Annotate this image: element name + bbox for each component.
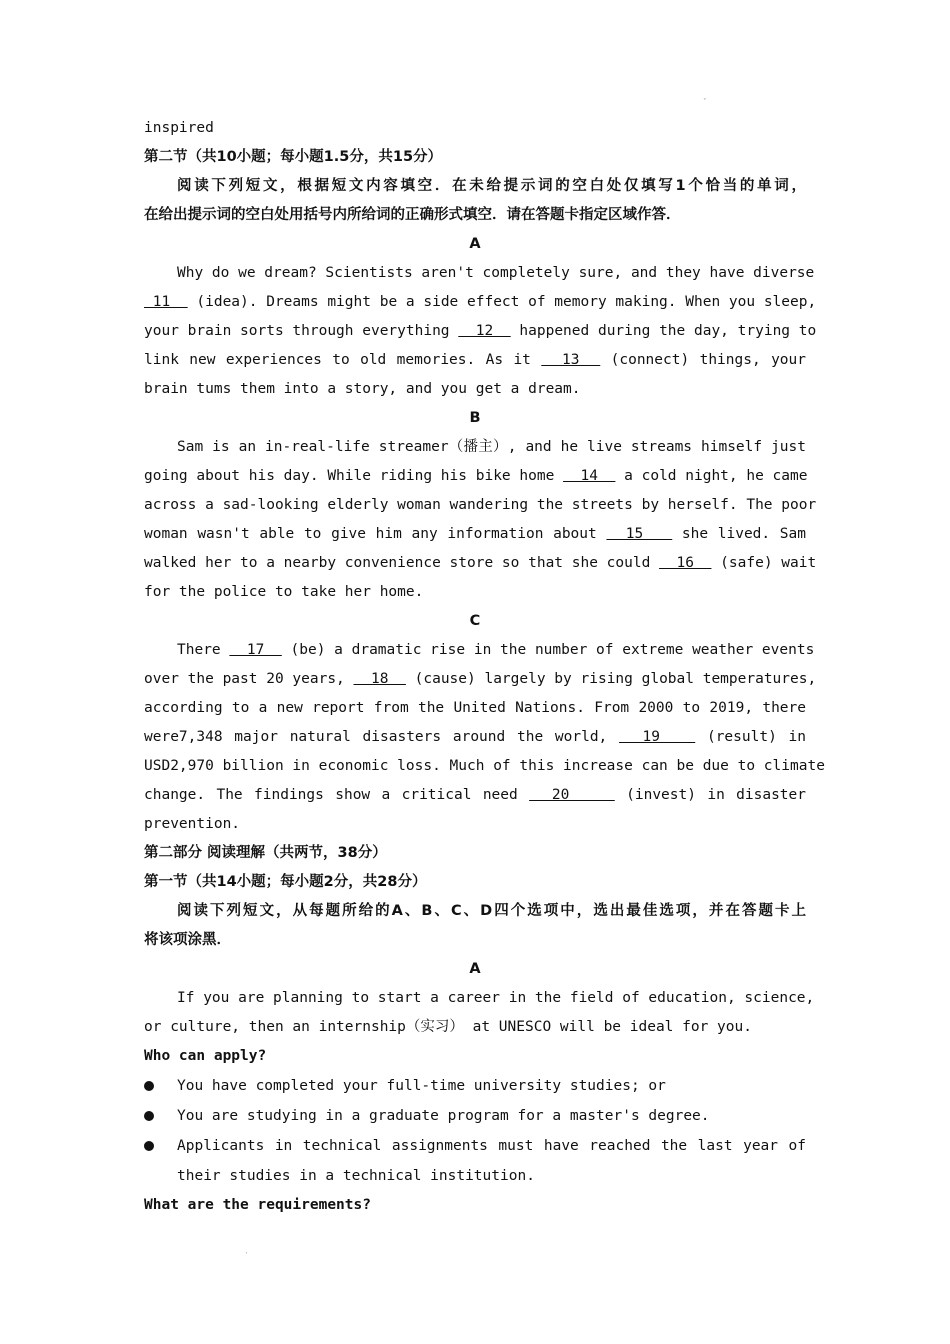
passage-c-line-2-text-b: (cause) largely by rising global temperatures, — [405, 671, 817, 687]
blank-17[interactable]: 17 — [229, 642, 282, 658]
passage-b-line-5-text-a: walked her to a nearby convenience store so that she could — [144, 555, 660, 571]
bottom-margin-mark: ˎ — [245, 1246, 249, 1254]
blank-12[interactable]: 12 — [458, 323, 511, 339]
passage-c-line-6-text-a: change. The findings show a critical need — [144, 787, 530, 803]
passage-a-line-3-text-a: your brain sorts through everything — [144, 323, 459, 339]
passage-b-line-4 — [144, 520, 806, 549]
passage-c-line-6-text-b: (invest) in disaster — [614, 787, 806, 803]
bullet-item — [144, 1101, 806, 1131]
part-2-instructions-line-1: 阅读下列短文，从每题所给的A、B、C、D四个选项中，选出最佳选项，并在答题卡上 — [177, 903, 806, 919]
passage-c-line-4-text-b: (result) in — [695, 729, 807, 745]
reading-a-label: A — [469, 961, 481, 977]
passage-a-line-3 — [144, 317, 817, 346]
passage-c-line-1-text-b: (be) a dramatic rise in the number of extreme weather events — [281, 642, 815, 658]
passage-a-line-5: brain tums them into a story, and you get a dream. — [144, 381, 581, 397]
blank-20[interactable]: 20 — [529, 787, 615, 803]
passage-c-line-4 — [144, 723, 806, 752]
bullet-item-text: Applicants in technical assignments must have reached the last year of their studies in a technical institution. — [177, 1138, 806, 1184]
passage-b-line-2 — [144, 462, 806, 491]
bullet-dot-icon — [144, 1111, 154, 1121]
passage-b-line-4-text-a: woman wasn't able to give him any information about — [144, 526, 607, 542]
passage-c-line-7: prevention. — [144, 816, 241, 832]
passage-b-line-2-text-a: going about his day. While riding his bike home — [144, 468, 564, 484]
passage-a-line-2-text: (idea). Dreams might be a side effect of memory making. When you sleep, — [187, 294, 817, 310]
passage-a-line-1: Why do we dream? Scientists aren't completely sure, and they have diverse — [177, 265, 815, 281]
section-2-heading: 第二节（共10小题；每小题1.5分，共15分） — [144, 149, 443, 165]
part-2-instructions-line-2: 将该项涂黑． — [144, 932, 231, 948]
passage-a-line-3-text-b: happened during the day, trying to — [510, 323, 817, 339]
who-can-apply-heading: Who can apply? — [144, 1048, 267, 1064]
passage-c-line-3: according to a new report from the United Nations. From 2000 to 2019, there — [144, 700, 806, 716]
top-margin-mark: ˇ — [703, 98, 707, 106]
passage-a-line-4-text-a: link new experiences to old memories. As it — [144, 352, 542, 368]
passage-c-line-4-text-a: were7,348 major natural disasters around the world, — [144, 729, 620, 745]
previous-answer-word: inspired — [144, 120, 214, 136]
passage-c-line-1 — [144, 636, 815, 665]
passage-b-line-1: Sam is an in-real-life streamer（播主）, and he live streams himself just — [177, 439, 806, 455]
bullet-item — [144, 1071, 806, 1101]
blank-14[interactable]: 14 — [563, 468, 616, 484]
part-2-section-1-heading: 第一节（共14小题；每小题2分，共28分） — [144, 874, 427, 890]
bullet-item-text: You are studying in a graduate program for a master's degree. — [177, 1108, 710, 1124]
section-2-instructions-line-1: 阅读下列短文，根据短文内容填空．在未给提示词的空白处仅填写1个恰当的单词， — [177, 178, 806, 194]
passage-c-line-2 — [144, 665, 817, 694]
blank-11[interactable]: 11 — [144, 294, 188, 310]
passage-c-line-1-text-a: There — [177, 642, 230, 658]
passage-b-line-3: across a sad-looking elderly woman wandering the streets by herself. The poor — [144, 497, 817, 513]
bullet-item — [144, 1131, 806, 1191]
passage-a-label: A — [469, 236, 481, 252]
section-2-instructions-line-2: 在给出提示词的空白处用括号内所给词的正确形式填空．请在答题卡指定区域作答． — [144, 207, 681, 223]
part-2-heading: 第二部分 阅读理解（共两节，38分） — [144, 845, 387, 861]
passage-b-label: B — [469, 410, 481, 426]
blank-16[interactable]: 16 — [659, 555, 712, 571]
passage-b-line-2-text-b: a cold night, he came — [615, 468, 808, 484]
blank-15[interactable]: 15 — [606, 526, 673, 542]
blank-18[interactable]: 18 — [353, 671, 406, 687]
passage-a-line-4 — [144, 346, 806, 375]
passage-c-line-2-text-a: over the past 20 years, — [144, 671, 354, 687]
bullet-dot-icon — [144, 1141, 154, 1151]
passage-a-line-2 — [144, 288, 817, 317]
bullet-item-text: You have completed your full-time university studies; or — [177, 1078, 666, 1094]
passage-b-line-5-text-b: (safe) wait — [711, 555, 817, 571]
passage-c-label: C — [469, 613, 481, 629]
blank-19[interactable]: 19 — [619, 729, 696, 745]
passage-c-line-6 — [144, 781, 806, 810]
requirements-heading: What are the requirements? — [144, 1197, 371, 1213]
passage-c-line-5: USD2,970 billion in economic loss. Much of this increase can be due to climate — [144, 758, 825, 774]
reading-a-line-2: or culture, then an internship（实习） at UNESCO will be ideal for you. — [144, 1019, 752, 1035]
passage-b-line-4-text-b: she lived. Sam — [672, 526, 807, 542]
passage-b-line-6: for the police to take her home. — [144, 584, 424, 600]
exam-page — [144, 114, 825, 1220]
bullet-dot-icon — [144, 1081, 154, 1091]
passage-a-line-4-text-b: (connect) things, your — [600, 352, 806, 368]
reading-a-line-1: If you are planning to start a career in the field of education, science, — [177, 990, 815, 1006]
passage-b-line-5 — [144, 549, 817, 578]
blank-13[interactable]: 13 — [541, 352, 601, 368]
